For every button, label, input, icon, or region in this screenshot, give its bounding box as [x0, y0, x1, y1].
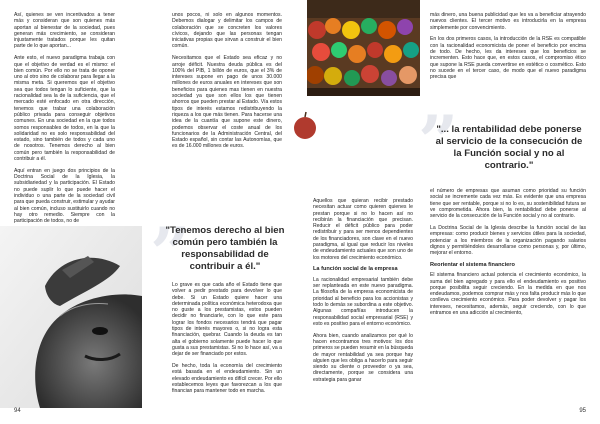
vegetables-market-photo	[307, 0, 420, 96]
quote-mark-icon: ”	[418, 100, 459, 183]
woman-hand-photo	[0, 226, 142, 408]
paragraph: De hecho, toda la economía del crecimiento está basada en el endeudamiento. Sin un elevado endeudamiento es difícil crecer. Por ello establecemos leyes que favorezcan a los que financian para mantener todo en marcha.	[172, 363, 282, 395]
paragraph: Lo grave es que cada año el Estado tiene que volver a pedir prestado para devolver lo que debe. Si un Estado quiere hacer una determinada política económica heterodoxa que no guste a los prestamistas, estos pueden decidir no financiarle, con lo que este para lograr los fondos necesarios tendrá que pagar tipos de interés mayores o, si no logra esta financiación, quebrar. Cuando la deuda es tan alta el gobierno solamente puede hacer lo que gusta a sus prestamistas. Si no lo hace así, va a dejar de ser financiado por estos.	[172, 282, 282, 358]
left-column-2-bottom	[172, 282, 282, 400]
paragraph: más dinero, una buena publicidad que les va a beneficiar atrayendo nuevos clientes. El tercer motivo es introducirla en la empresa simplemente por convencimiento.	[430, 12, 586, 31]
left-column-1	[14, 12, 115, 230]
right-column-3-top	[430, 12, 586, 86]
left-column-2-top	[172, 12, 282, 155]
page-number-right: 95	[579, 408, 586, 414]
paragraph: Ante esto, el nuevo paradigma trabaja con que el objetivo de verdad es el mismo: el bien común. Por ello no se trata de oponer uno al otro sino de colaborar para llegar a la misma meta. Si queremos que el objetivo sea que todos tengan lo suficiente, que la racionalidad sea la de la suficiencia, que el mercado esté enfocado en otra dirección, tenemos que trabar una colaboración público privada para conseguir objetivos comunes. En una sociedad en la que todos somos responsables de todos, en la que la solidaridad no es solo responsabilidad del estado, sino también de todos y cada uno de nosotros. Tenemos derecho al bien común pero también la responsabilidad de contribuir a él.	[14, 55, 115, 163]
subheading: Reorientar el sistema financiero	[430, 261, 515, 268]
subheading: La función social de la empresa	[313, 266, 398, 273]
paragraph: La racionalidad empresarial también debe ser replanteada en este nuevo paradigma. La filosofía de la empresa economicista de prioridad al beneficio para los accionistas y todo lo demás se subordina a este objetivo. Algunas compañías introducen la responsabilidad social empresarial (RSE) y esto es positivo para el entorno económico.	[313, 276, 413, 327]
right-column-3-bottom	[430, 188, 586, 322]
paragraph: unos pocos, ni solo en algunos momentos. Debemos dialogar y delimitar los campos de colaboración que se concreten los valores cívicos, dejando que las personas tengan iniciativas propias que sirvan a construir el bien común.	[172, 12, 282, 50]
page-number-left: 94	[14, 408, 21, 414]
paragraph: Aquí entran en juego dos principios de la Doctrina Social de la Iglesia, la subsidiariedad y la participación. El Estado no puede suplir lo que puede hacer el individuo o una parte de la sociedad civil para que pueda construir, estimular y ayudar al bien común, incluso sustituirlo cuando no hay otro remedio. Siempre con la participación de todos, no de	[14, 167, 115, 225]
paragraph: En los dos primeros casos, la introducción de la RSE es compatible con la racionalidad economicista de poner el beneficio por encima de todo. De hecho, les da intereses que los beneficios se incrementen. Esto hace que, en estos casos, el compromiso ético que supone la RSE pueda convertirse en estético o cosmético. Esto no sucede en el tercer caso, de modo que el nuevo paradigma precisa que	[430, 36, 586, 81]
apple-photo	[292, 110, 318, 140]
paragraph: La Doctrina Social de la Iglesia describe la función social de las empresas: como producir bienes y servicios útiles para la sociedad, potenciar a los miembros de la organización pagando salarios dignos y permitiéndoles desarrollarse como personas y, por último, mejorar el entorno.	[430, 224, 586, 257]
pull-quote-left: "Tenemos derecho al bien común pero también la responsabilidad de contribuir a él."	[165, 225, 285, 272]
paragraph: Necesitamos que el Estado sea eficaz y no arroje déficit. Nuestra deuda pública es del 100% del PIB, 1 billón de euros, que el 3% de intereses supone en pago de unos 30.000 millones de euros anuales en intereses que son beneficios para quienes mas tienen en nuestra sociedad ya que son ellos los que tienen ahorros que pueden prestar al Estado. Vía estos tipos de interés estamos redistribuyendo la riqueza a los que más tienen. Para hacerse una idea de la cuantía que supone este dinero, podemos observar el coste anual de los funcionarios de la Administración Central, del Estado español, sin contar las Autonomías, que es de 16.000 millones de euros.	[172, 55, 282, 150]
paragraph: El sistema financiero actual potencia el crecimiento económico, la suma del bien agregado y para ello el endeudamiento es positivo porque posibilita seguir creciendo. En la medida en que nos endeudamos, podemos comprar más y nos falta producir más lo que conlleva crecimiento económico. Para poder devolver y pagar los intereses, necesitamos, además, seguir creciendo, con lo que entramos en una adicción al crecimiento,	[430, 272, 586, 317]
paragraph: Ahora bien, cuando analizamos por qué lo hacen encontramos tres motivos: los dos primeros se pueden resumir en la búsqueda de mayor rentabilidad ya sea porque hay alguien que les obliga a hacerlo para seguir siendo su cliente o proveedor o ya sea, directamente, porque se considera una estrategia para ganar	[313, 332, 413, 383]
paragraph: Así, quienes se ven incentivados a tener más y consideran que son quienes más aportan al bienestar de la sociedad, pues generan más crecimiento, se consideran injustamente tratados porque les quitan parte de lo que aportan...	[14, 12, 115, 50]
pull-quote-right: "... la rentabilidad debe ponerse al servicio de la consecución de la Función social y no al contrario."	[435, 124, 583, 171]
right-column-2-top	[313, 198, 413, 389]
quote-mark-icon: ”	[150, 212, 191, 295]
paragraph: Aquellos que quieran recibir prestado necesitan actuar como quieren quienes le prestan porque si no lo hacen así no recibirán la financiación que precisan. Reducir el déficit público para poder redistribuir y para ser menos dependientes de los financiadores, son clave en el nuevo paradigma, al igual que reducir los niveles de endeudamiento actuales que son uno de los motores del crecimiento económico.	[313, 198, 413, 261]
paragraph: el número de empresas que asuman como prioridad su función social se incremente cada vez más. Es evidente que una empresa tiene que ser rentable, porque si no lo es, su sostenibilidad futura se ve comprometida. Ahora bien, la rentabilidad debe ponerse al servicio de la consecución de la Función social y no al contrario.	[430, 188, 586, 220]
